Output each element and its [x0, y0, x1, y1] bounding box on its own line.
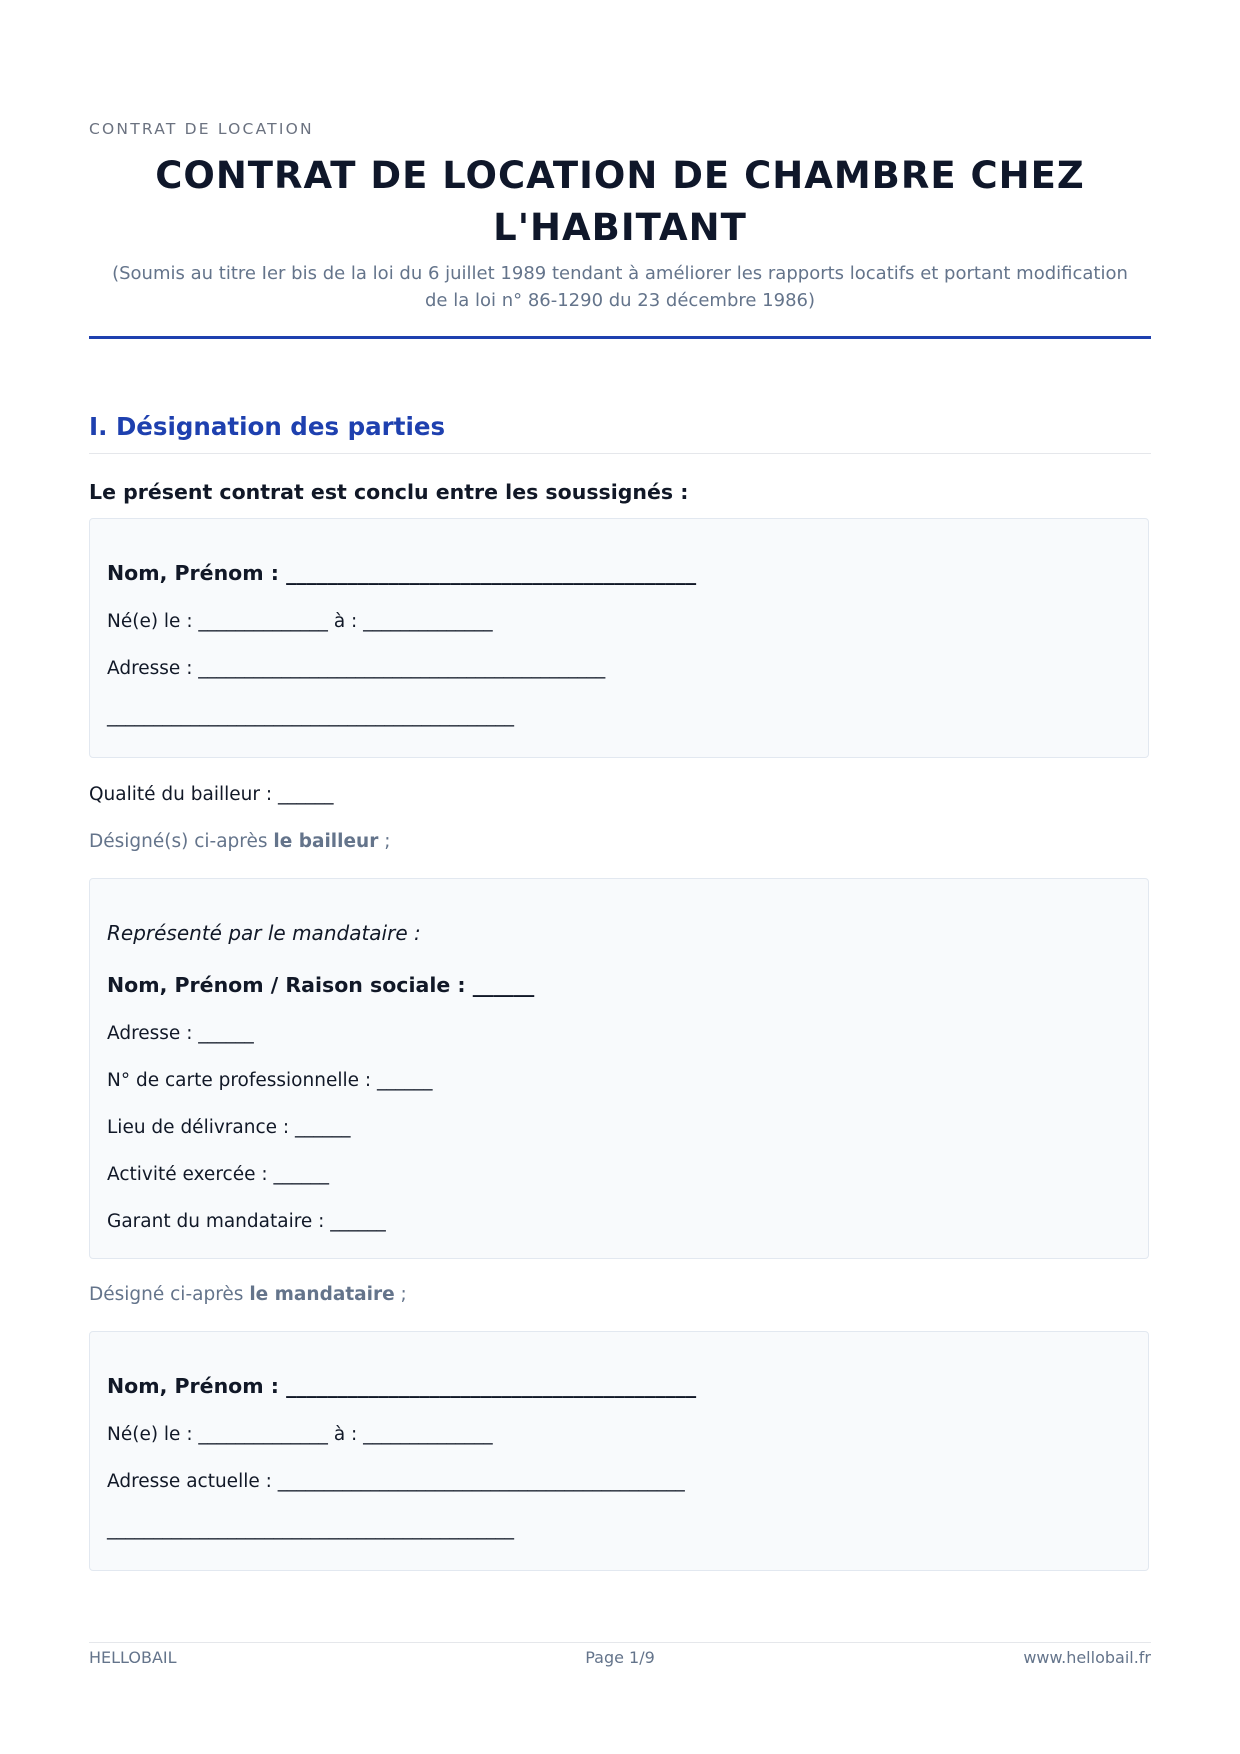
footer-brand: HELLOBAIL: [89, 1648, 177, 1667]
bailleur-designation-bold: le bailleur: [273, 831, 379, 852]
footer-website[interactable]: www.hellobail.fr: [1023, 1648, 1151, 1667]
mandataire-box: [89, 878, 1149, 1259]
document-eyebrow: CONTRAT DE LOCATION: [89, 120, 314, 138]
bailleur-box: [89, 518, 1149, 758]
mandataire-address-field[interactable]: Adresse : ______: [107, 1023, 254, 1044]
locataire-box: [89, 1331, 1149, 1571]
mandataire-activity-field[interactable]: Activité exercée : ______: [107, 1164, 329, 1185]
document-page: [89, 0, 1151, 1754]
locataire-birth-field[interactable]: Né(e) le : ______________ à : ______________: [107, 1424, 493, 1445]
document-subtitle-line-2: de la loi n° 86-1290 du 23 décembre 1986): [424, 289, 815, 311]
locataire-address-field[interactable]: Adresse actuelle : ____________________________________________: [107, 1471, 685, 1492]
locataire-name-field[interactable]: Nom, Prénom : ________________________________________: [107, 1374, 697, 1398]
bailleur-address-continuation-field[interactable]: ____________________________________________: [107, 706, 514, 727]
bailleur-name-field[interactable]: Nom, Prénom : ________________________________________: [107, 561, 697, 585]
mandataire-designation-suffix: ;: [400, 1284, 407, 1305]
footer-page-number: Page 1/9: [585, 1648, 655, 1667]
document-subtitle: [89, 261, 1151, 314]
header-divider: [89, 336, 1151, 339]
bailleur-designation-suffix: ;: [384, 831, 391, 852]
mandataire-name-field[interactable]: Nom, Prénom / Raison sociale : ______: [107, 973, 535, 997]
mandataire-designation: [89, 1284, 407, 1305]
section-divider: [89, 453, 1151, 454]
mandataire-card-field[interactable]: N° de carte professionnelle : ______: [107, 1070, 433, 1091]
bailleur-designation-prefix: Désigné(s) ci-après: [89, 831, 268, 852]
mandataire-guarantor-field[interactable]: Garant du mandataire : ______: [107, 1211, 386, 1232]
bailleur-birth-field[interactable]: Né(e) le : ______________ à : ______________: [107, 611, 493, 632]
document-title-line-1: CONTRAT DE LOCATION DE CHAMBRE CHEZ: [155, 154, 1085, 197]
section-title: I. Désignation des parties: [89, 412, 446, 441]
mandataire-designation-bold: le mandataire: [249, 1284, 395, 1305]
document-title-line-2: L'HABITANT: [493, 206, 747, 249]
mandataire-issue-place-field[interactable]: Lieu de délivrance : ______: [107, 1117, 351, 1138]
bailleur-designation: [89, 831, 390, 852]
parties-intro: Le présent contrat est conclu entre les soussignés :: [89, 480, 689, 504]
mandataire-represented-label: Représenté par le mandataire :: [107, 921, 421, 945]
footer-divider: [89, 1642, 1151, 1643]
locataire-address-continuation-field[interactable]: ____________________________________________: [107, 1519, 514, 1540]
document-subtitle-line-1: (Soumis au titre Ier bis de la loi du 6 juillet 1989 tendant à améliorer les rapports locatifs et portant modification: [112, 263, 1128, 284]
bailleur-address-field[interactable]: Adresse : ____________________________________________: [107, 658, 606, 679]
mandataire-designation-prefix: Désigné ci-après: [89, 1284, 244, 1305]
document-title: [89, 150, 1151, 254]
bailleur-quality-field[interactable]: Qualité du bailleur : ______: [89, 784, 334, 805]
